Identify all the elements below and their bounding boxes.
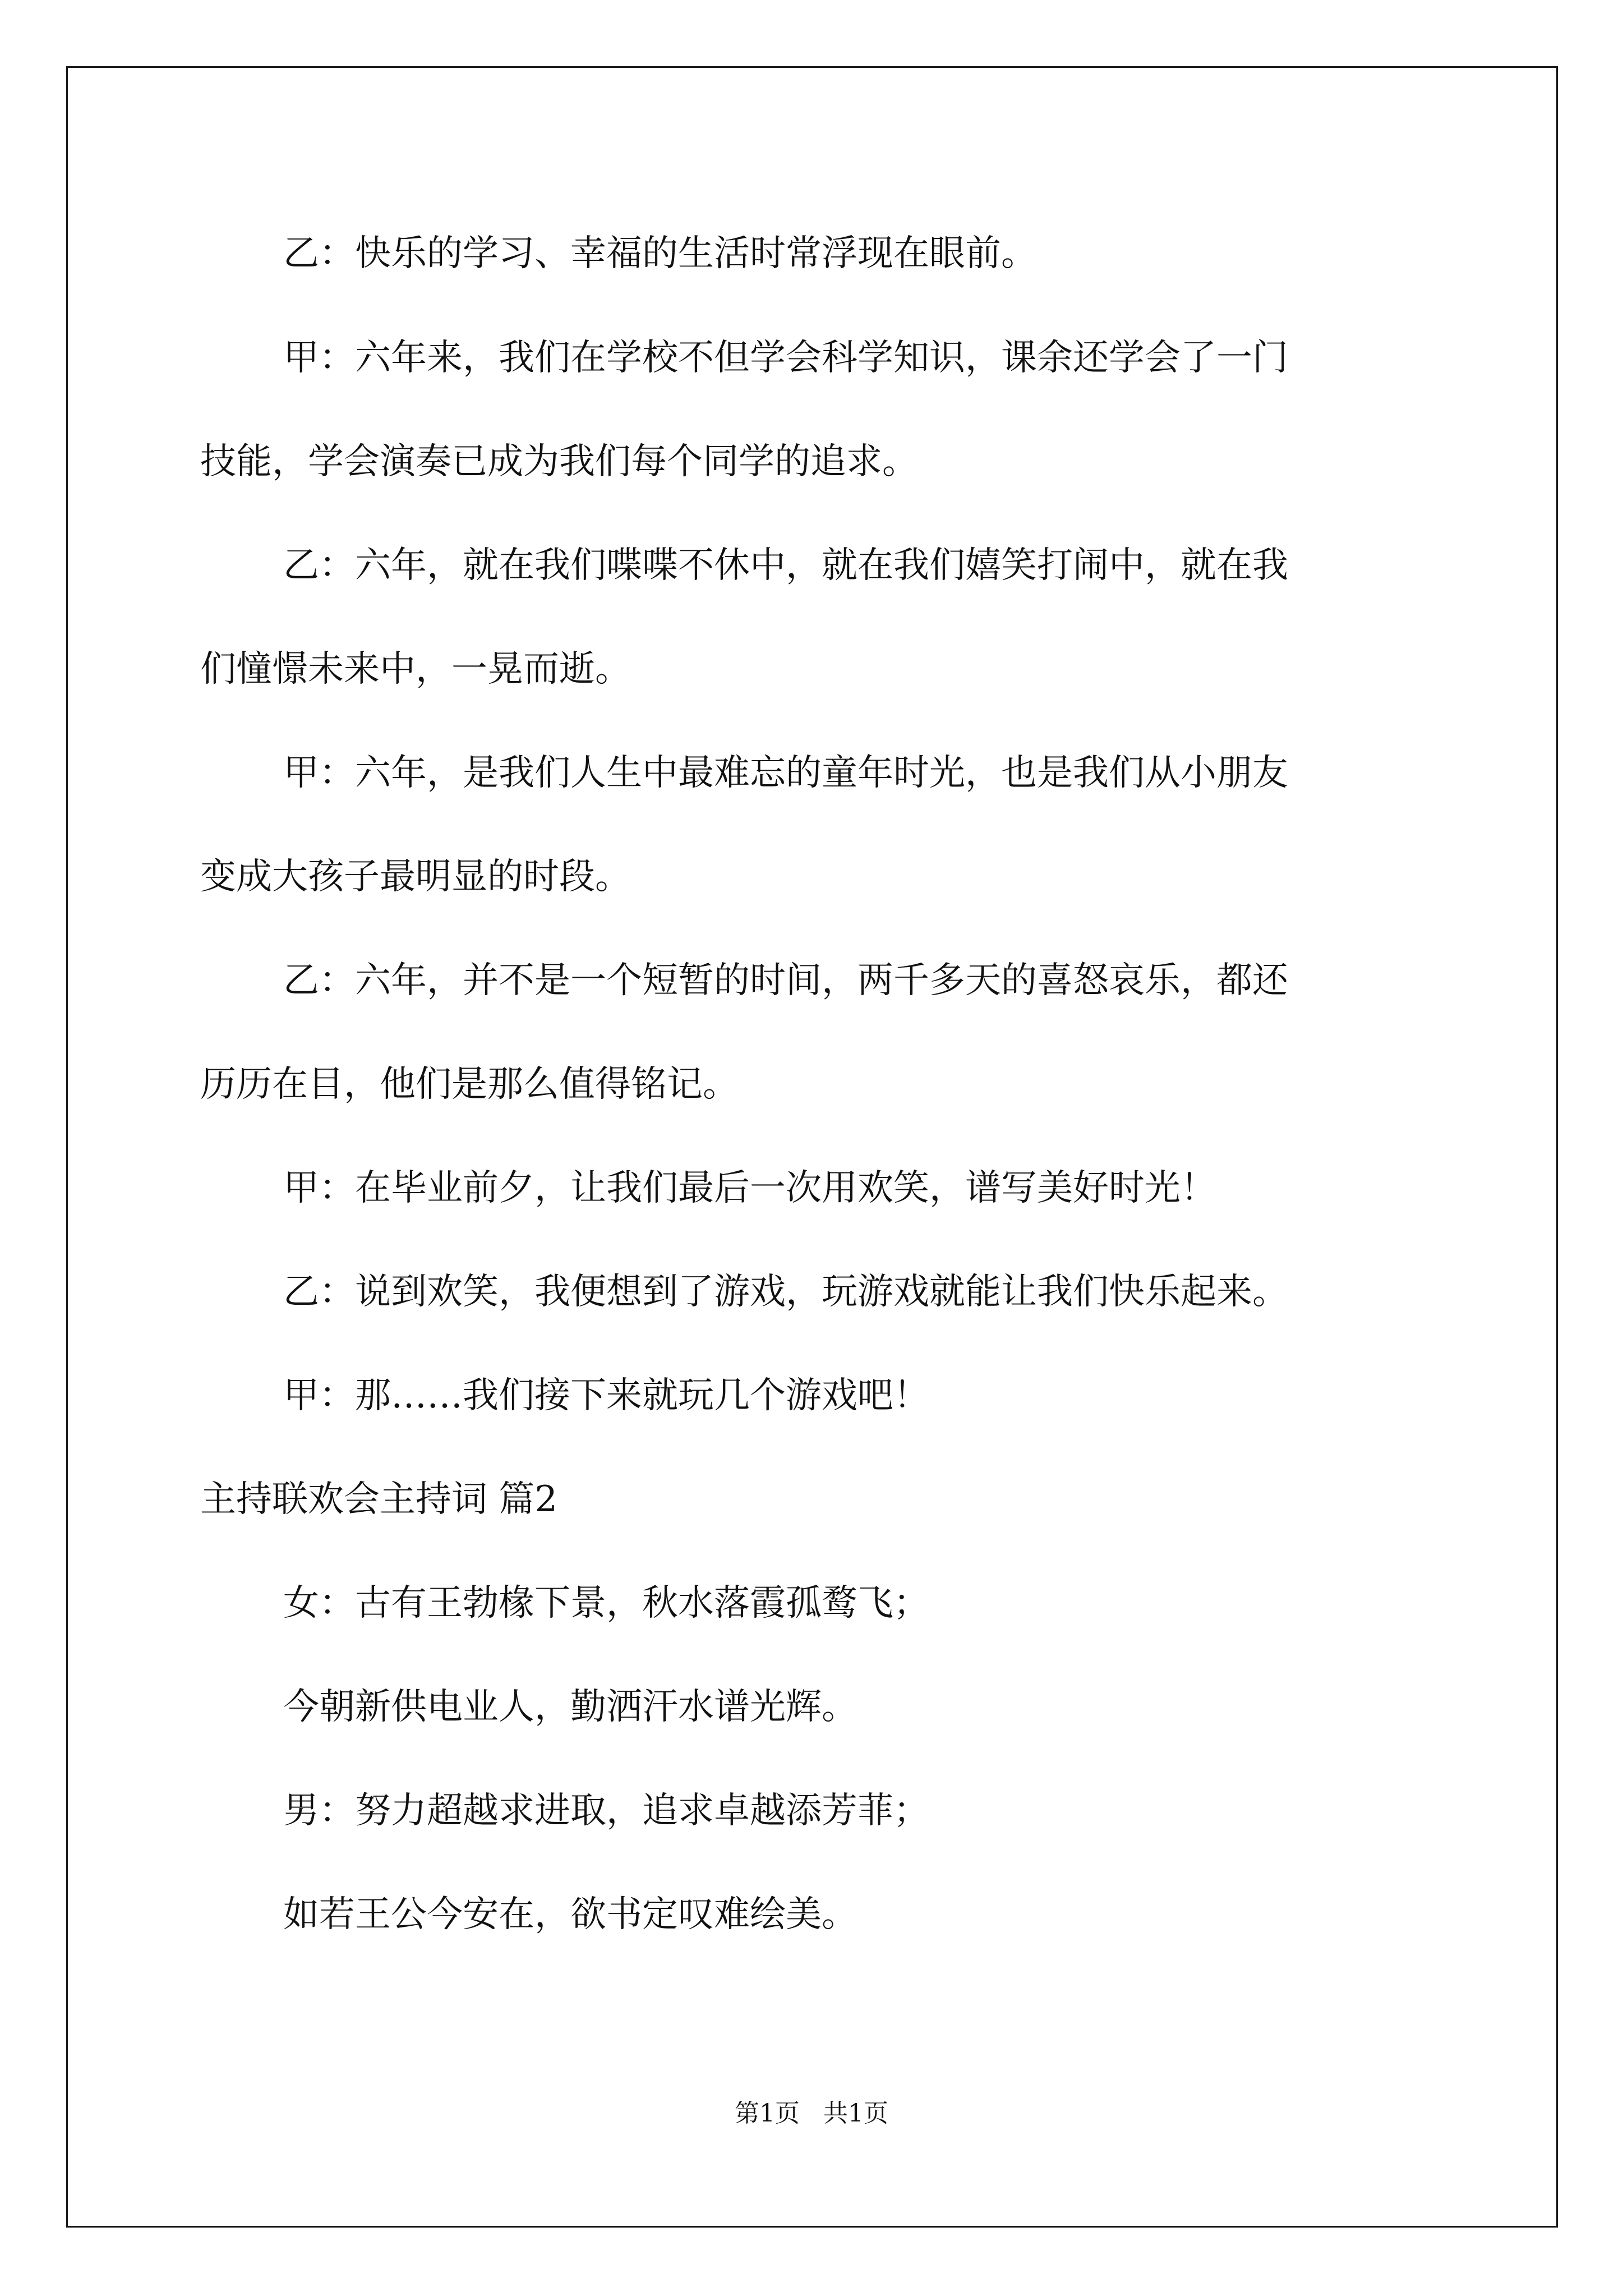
paragraph-line: 如若王公今安在，欲书定叹难绘美。 [283, 1894, 857, 1935]
paragraph-line: 乙：六年，并不是一个短暂的时间，两千多天的喜怒哀乐，都还 [283, 960, 1288, 1001]
paragraph-line: 甲：六年，是我们人生中最难忘的童年时光，也是我们从小朋友 [283, 752, 1288, 794]
paragraph-line: 乙：六年，就在我们喋喋不休中，就在我们嬉笑打闹中，就在我 [283, 545, 1288, 586]
paragraph-line: 变成大孩子最明显的时段。 [200, 856, 631, 898]
page-footer: 第1页 共1页 [735, 2099, 888, 2128]
paragraph-line: 乙：快乐的学习、幸福的生活时常浮现在眼前。 [283, 233, 1037, 274]
paragraph-line: 历历在目，他们是那么值得铭记。 [200, 1064, 739, 1105]
paragraph-line: 女：古有王勃椽下景，秋水落霞孤鹜飞； [283, 1582, 929, 1624]
paragraph-line: 今朝新供电业人，勤洒汗水谱光辉。 [283, 1686, 857, 1728]
paragraph-line: 技能，学会演奏已成为我们每个同学的追求。 [200, 441, 918, 482]
paragraph-line: 甲：那……我们接下来就玩几个游戏吧！ [283, 1375, 929, 1416]
paragraph-line: 甲：在毕业前夕，让我们最后一次用欢笑，谱写美好时光！ [283, 1167, 1216, 1209]
paragraph-line: 乙：说到欢笑，我便想到了游戏，玩游戏就能让我们快乐起来。 [283, 1271, 1288, 1313]
paragraph-line: 甲：六年来，我们在学校不但学会科学知识，课余还学会了一门 [283, 337, 1288, 379]
paragraph-line: 男：努力超越求进取，追求卓越添芳菲； [283, 1790, 929, 1832]
section-heading: 主持联欢会主持词 篇2 [200, 1479, 558, 1520]
paragraph-line: 们憧憬未来中，一晃而逝。 [200, 648, 631, 690]
